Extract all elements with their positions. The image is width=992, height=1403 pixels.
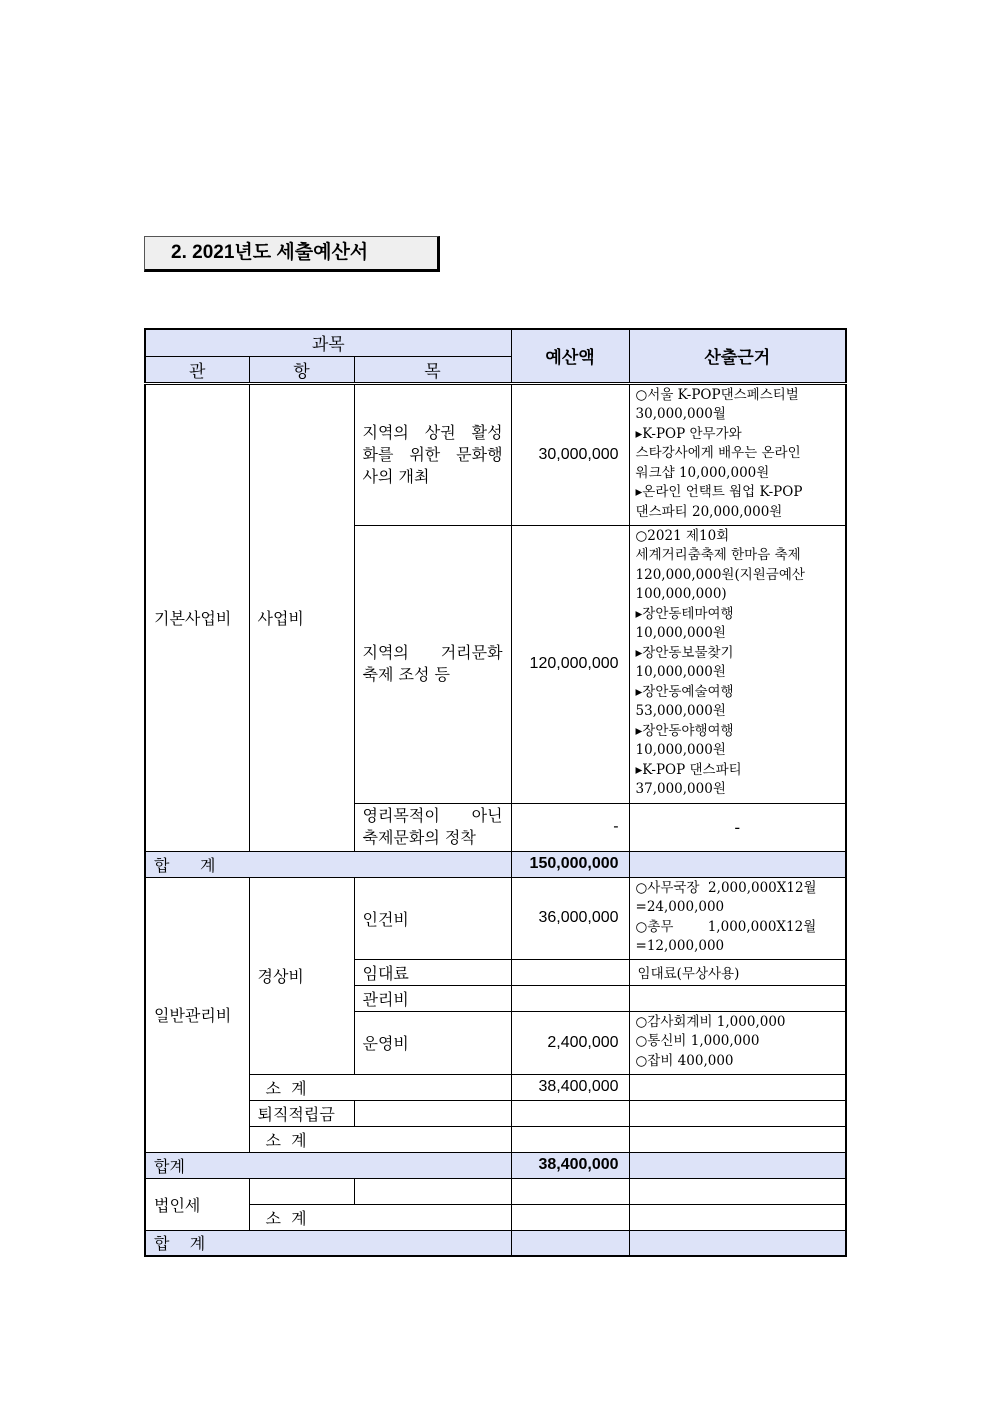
basis-line: 10,000,000원 [635, 742, 726, 758]
total-amount: 38,400,000 [511, 1152, 629, 1178]
basis-line: 53,000,000원 [635, 703, 726, 719]
basis-line: ○사무국장 2,000,000X12월 [635, 879, 817, 896]
basis-cell [629, 1178, 846, 1204]
basis-line: =24,000,000 [635, 899, 725, 915]
grand-total-label: 합 계 [145, 1230, 511, 1256]
subtotal-basis [629, 1204, 846, 1230]
amount-cell: 2,400,000 [511, 1011, 629, 1074]
mok-line: 영리목적이 아닌 [362, 806, 503, 825]
basis-line: ○서울 K-POP댄스페스티벌 [635, 386, 799, 403]
basis-line: 10,000,000원 [635, 625, 726, 641]
basis-line: 스타강사에게 배우는 온라인 [635, 445, 801, 461]
basis-cell [629, 525, 846, 803]
hang-retirement: 퇴직적립금 [249, 1100, 354, 1126]
mok-cell [354, 803, 511, 851]
hang-ordinary: 경상비 [249, 877, 354, 1074]
grand-total-basis [629, 1230, 846, 1256]
table-row [145, 1178, 846, 1204]
table-row [145, 877, 846, 959]
mok-cell [354, 1100, 511, 1126]
total-basis [629, 851, 846, 877]
subtotal-row [145, 1204, 846, 1230]
basis-line: ▸장안동야행여행 [635, 722, 734, 739]
basis-cell [629, 383, 846, 525]
basis-cell: 임대료(무상사용) [629, 959, 846, 985]
mok-cell [354, 525, 511, 803]
subtotal-amount: 38,400,000 [511, 1074, 629, 1100]
basis-cell [629, 1100, 846, 1126]
basis-line: 워크샵 10,000,000원 [635, 464, 770, 481]
amount-cell: 36,000,000 [511, 877, 629, 959]
grand-total-amount [511, 1230, 629, 1256]
table-row [145, 1100, 846, 1126]
mok-cell: 관리비 [354, 985, 511, 1011]
header-mok: 목 [354, 356, 511, 383]
subtotal-row [145, 1126, 846, 1152]
subtotal-row [145, 1074, 846, 1100]
header-gwan: 관 [145, 356, 249, 383]
mok-line: 화를 위한 문화행 [362, 444, 503, 464]
total-amount: 150,000,000 [511, 851, 629, 877]
basis-cell [629, 1011, 846, 1074]
total-label: 합 계 [145, 851, 511, 877]
amount-cell: 30,000,000 [511, 383, 629, 525]
amount-cell: - [511, 803, 629, 851]
mok-cell [354, 1178, 511, 1204]
amount-cell [511, 985, 629, 1011]
mok-line: 지역의 상권 활성 [362, 422, 503, 442]
section-title: 2. 2021년도 세출예산서 [144, 236, 440, 272]
basis-cell: - [629, 803, 846, 851]
gwan-basic: 기본사업비 [145, 383, 249, 851]
basis-line: 100,000,000) [635, 586, 727, 602]
basis-line: 댄스파티 20,000,000원 [635, 503, 783, 520]
total-row [145, 851, 846, 877]
basis-line: ○총무 1,000,000X12월 [635, 918, 817, 935]
basis-line: 37,000,000원 [635, 781, 726, 797]
header-row [145, 329, 846, 356]
basis-line: ▸K-POP 댄스파티 [635, 761, 742, 778]
mok-cell: 임대료 [354, 959, 511, 985]
basis-line: =12,000,000 [635, 938, 725, 954]
mok-line: 사의 개최 [362, 466, 430, 486]
subtotal-label: 소 계 [249, 1126, 511, 1152]
mok-cell [354, 383, 511, 525]
header-basis: 산출근거 [629, 329, 846, 383]
basis-line: ○2021 제10회 [635, 527, 730, 544]
mok-line: 축제 조성 등 [362, 665, 450, 684]
amount-cell [511, 1100, 629, 1126]
hang-business: 사업비 [249, 383, 354, 851]
basis-line: ○감사회계비 1,000,000 [635, 1013, 786, 1030]
gwan-corporate: 법인세 [145, 1178, 249, 1230]
total-label: 합계 [145, 1152, 511, 1178]
budget-table [144, 328, 847, 1257]
table-row [145, 383, 846, 525]
basis-line: 10,000,000원 [635, 664, 726, 680]
basis-line: 세계거리춤축제 한마음 축제 [635, 547, 801, 563]
subtotal-basis [629, 1074, 846, 1100]
mok-cell: 인건비 [354, 877, 511, 959]
basis-cell [629, 877, 846, 959]
basis-line: ○통신비 1,000,000 [635, 1033, 760, 1049]
mok-line: 축제문화의 정착 [362, 828, 476, 847]
basis-line: ▸K-POP 안무가와 [635, 425, 742, 442]
amount-cell [511, 959, 629, 985]
header-subject: 과목 [145, 329, 511, 356]
basis-cell [629, 985, 846, 1011]
subtotal-label: 소 계 [249, 1074, 511, 1100]
mok-line: 지역의 거리문화 [362, 643, 503, 662]
total-row [145, 1152, 846, 1178]
hang-cell [249, 1178, 354, 1204]
subtotal-amount [511, 1126, 629, 1152]
grand-total-row [145, 1230, 846, 1256]
amount-cell [511, 1178, 629, 1204]
header-budget: 예산액 [511, 329, 629, 383]
basis-line: ▸장안동보물찾기 [635, 644, 734, 661]
basis-line: 30,000,000월 [635, 406, 726, 422]
subtotal-amount [511, 1204, 629, 1230]
header-hang: 항 [249, 356, 354, 383]
basis-line: ▸장안동예술여행 [635, 683, 734, 700]
basis-line: ▸장안동테마여행 [635, 605, 734, 622]
subtotal-basis [629, 1126, 846, 1152]
basis-line: 120,000,000원(지원금예산 [635, 566, 805, 583]
gwan-general: 일반관리비 [145, 877, 249, 1152]
basis-line: ▸온라인 언택트 웜업 K-POP [635, 484, 803, 500]
basis-line: ○잡비 400,000 [635, 1052, 734, 1069]
amount-cell: 120,000,000 [511, 525, 629, 803]
subtotal-label: 소 계 [249, 1204, 511, 1230]
total-basis [629, 1152, 846, 1178]
mok-cell: 운영비 [354, 1011, 511, 1074]
